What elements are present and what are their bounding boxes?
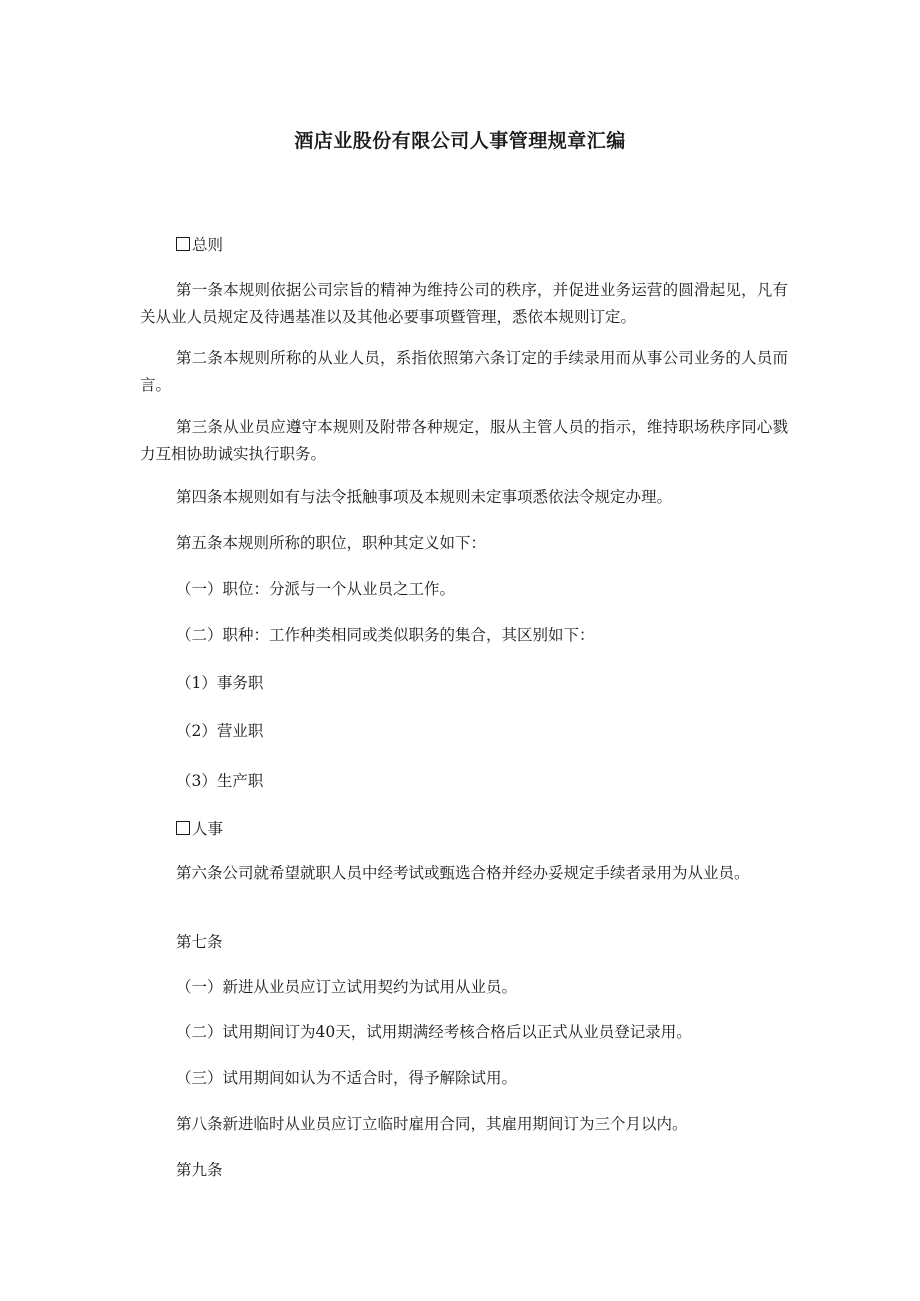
section-heading-personnel — [176, 816, 788, 843]
article-5-sub-3: （3）生产职 — [176, 772, 264, 790]
article-5-sub-2: （2）营业职 — [176, 722, 264, 740]
article-7: 第七条 — [176, 933, 223, 951]
section-heading-general — [176, 232, 788, 259]
article-6: 第六条公司就希望就职人员中经考试或甄选合格并经办妥规定手续者录用为从业员。 — [176, 864, 750, 882]
article-3: 第三条从业员应遵守本规则及附带各种规定，服从主管人员的指示，维持职场秩序同心戮力互相协助诚实执行职务。 — [140, 418, 788, 463]
article-1: 第一条本规则依据公司宗旨的精神为维持公司的秩序，并促进业务运营的圆滑起见，凡有关从业人员规定及待遇基准以及其他必要事项暨管理，悉依本规则订定。 — [140, 281, 788, 326]
article-2: 第二条本规则所称的从业人员，系指依照第六条订定的手续录用而从事公司业务的人员而言。 — [140, 349, 788, 394]
article-9: 第九条 — [176, 1161, 223, 1179]
document-title: 酒店业股份有限公司人事管理规章汇编 — [294, 130, 626, 152]
article-7-item-2: （二）试用期间订为40天，试用期满经考核合格后以正式从业员登记录用。 — [176, 1023, 692, 1041]
article-5-item-2: （二）职种：工作种类相同或类似职务的集合，其区别如下： — [176, 626, 595, 644]
checkbox-square-icon — [176, 821, 190, 835]
checkbox-square-icon — [176, 237, 190, 251]
article-7-item-1: （一）新进从业员应订立试用契约为试用从业员。 — [176, 978, 518, 996]
article-5: 第五条本规则所称的职位，职种其定义如下： — [176, 534, 487, 552]
section-heading-label: 人事 — [192, 820, 224, 838]
article-5-item-1: （一）职位：分派与一个从业员之工作。 — [176, 580, 456, 598]
article-8: 第八条新进临时从业员应订立临时雇用合同，其雇用期间订为三个月以内。 — [176, 1115, 688, 1133]
article-7-item-3: （三）试用期间如认为不适合时，得予解除试用。 — [176, 1069, 518, 1087]
section-heading-label: 总则 — [192, 236, 224, 254]
article-4: 第四条本规则如有与法令抵触事项及本规则未定事项悉依法令规定办理。 — [176, 488, 673, 506]
article-5-sub-1: （1）事务职 — [176, 674, 264, 692]
